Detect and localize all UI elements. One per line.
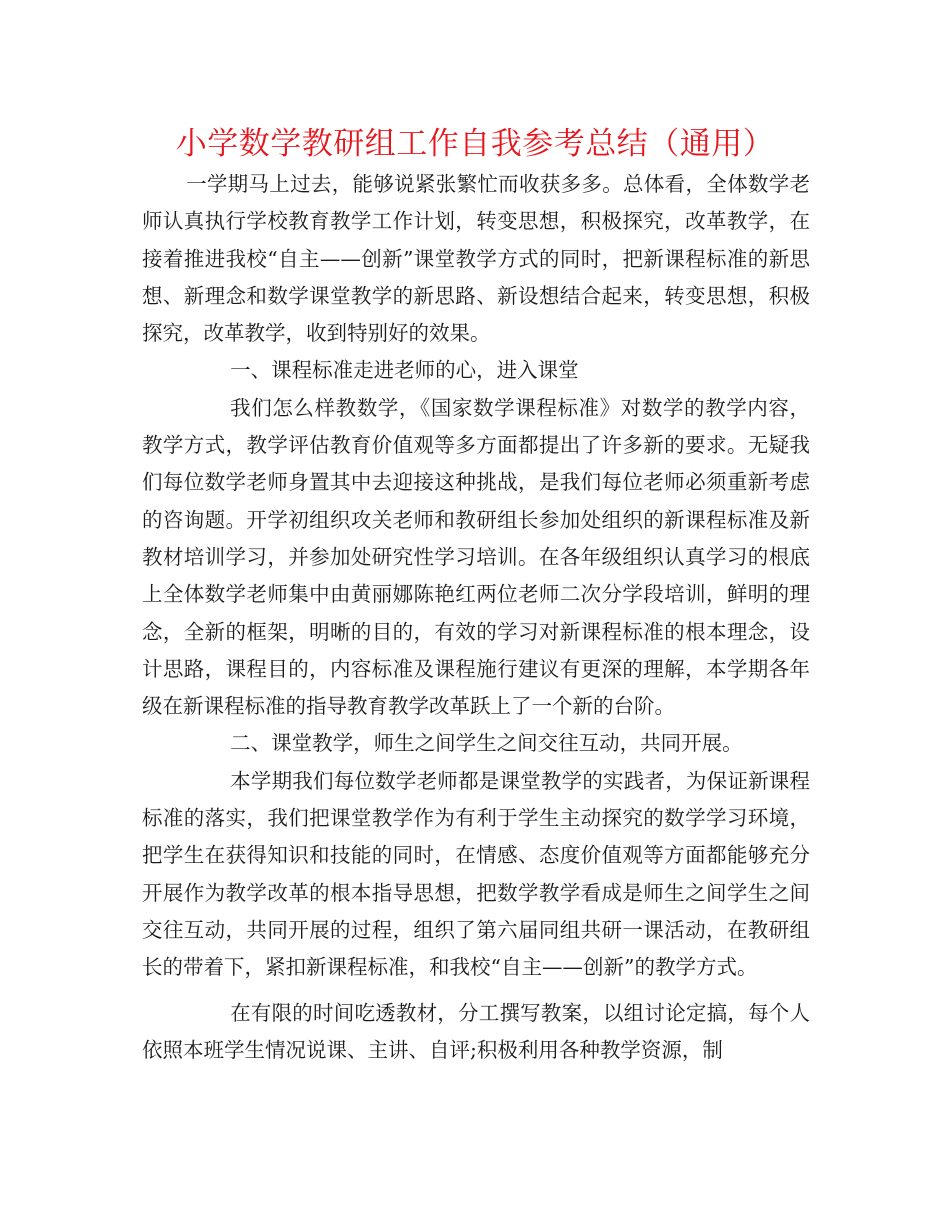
section-heading-1: 一、课程标准走进老师的心，进入课堂 [230, 358, 579, 383]
paragraph-section-2: 本学期我们每位数学老师都是课堂教学的实践者，为保证新课程标准的落实，我们把课堂教学作为有利于学生主动探究的数学学习环境，把学生在获得知识和技能的同时，在情感、态度价值观等方面都能够充分开展作为教学改革的根本指导思想，把数学教学看成是师生之间学生之间交往互动，共同开展的过程，组织了第六届同组共研一课活动，在教研组长的带着下，紧扣新课程标准，和我校“自主——创新”的教学方式。 [142, 768, 810, 980]
document-body [142, 166, 810, 1069]
paragraph-intro: 一学期马上过去，能够说紧张繁忙而收获多多。总体看，全体数学老师认真执行学校教育教学工作计划，转变思想，积极探究，改革教学，在接着推进我校“自主——创新”课堂教学方式的同时，把新课程标准的新思想、新理念和数学课堂教学的新思路、新设想结合起来，转变思想，积极探究，改革教学，收到特别好的效果。 [142, 172, 810, 346]
paragraph-section-2b: 在有限的时间吃透教材，分工撰写教案，以组讨论定搞，每个人依照本班学生情况说课、主讲、自评;积极利用各种教学资源，制 [142, 1000, 810, 1062]
document-title: 小学数学教研组工作自我参考总结（通用） [175, 126, 775, 162]
paragraph-section-1: 我们怎么样教数学，《国家数学课程标准》对数学的教学内容，教学方式，教学评估教育价值观等多方面都提出了许多新的要求。无疑我们每位数学老师身置其中去迎接这种挑战，是我们每位老师必须重新考虑的咨询题。开学初组织攻关老师和教研组长参加处组织的新课程标准及新教材培训学习，并参加处研究性学习培训。在各年级组织认真学习的根底上全体数学老师集中由黄丽娜陈艳红两位老师二次分学段培训，鲜明的理念，全新的框架，明晰的目的，有效的学习对新课程标准的根本理念，设计思路，课程目的，内容标准及课程施行建议有更深的理解，本学期各年级在新课程标准的指导教育教学改革跃上了一个新的台阶。 [142, 395, 810, 719]
section-heading-2: 二、课堂教学，师生之间学生之间交往互动，共同开展。 [230, 731, 743, 756]
